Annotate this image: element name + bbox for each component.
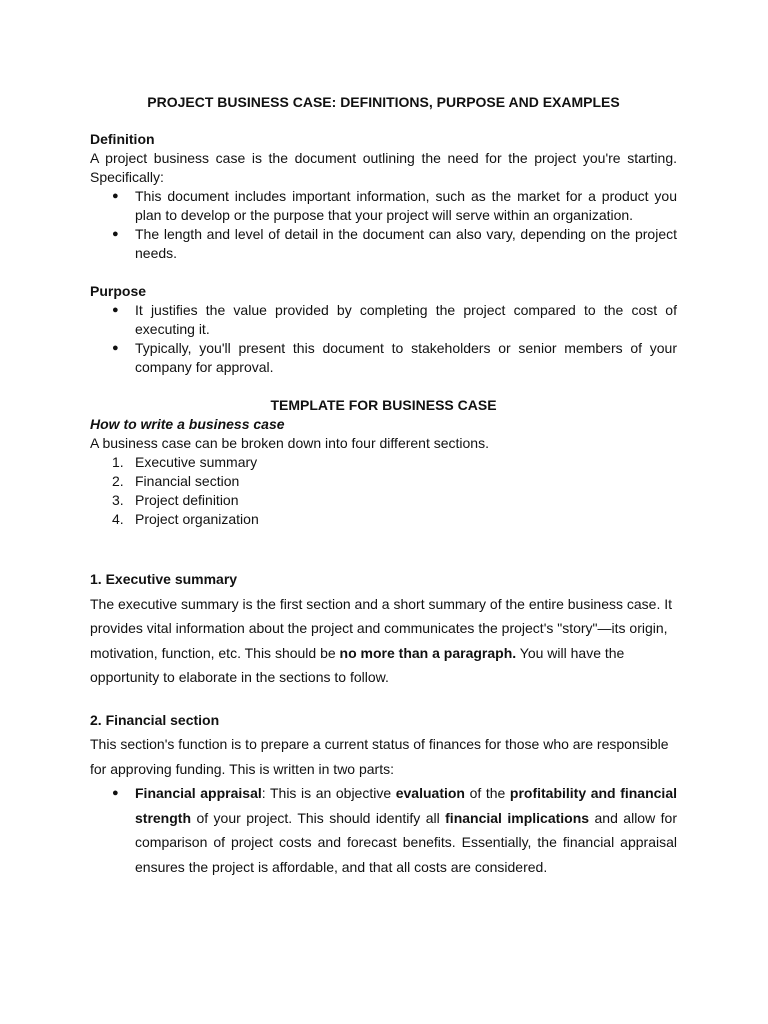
template-heading: TEMPLATE FOR BUSINESS CASE bbox=[270, 397, 497, 413]
list-item: ● The length and level of detail in the document can also vary, depending on the project needs. bbox=[112, 226, 677, 261]
list-item: ● It justifies the value provided by completing the project compared to the cost of executing it. bbox=[112, 302, 677, 337]
list-item: ● Financial appraisal: This is an objective evaluation of the profitability and financial strength of your project. This should identify all financial implications and allow for comparison of project costs and forecast benefits. Essentially, the financial appraisal ensures the project is affordable, and that all costs are considered. bbox=[90, 781, 677, 879]
list-item: 3. Project definition bbox=[112, 492, 239, 508]
bullet-icon: ● bbox=[112, 787, 119, 799]
financial-bullet-list bbox=[90, 781, 677, 879]
financial-section-intro: This section's function is to prepare a current status of finances for those who are responsible for approving funding. This is written in two parts: bbox=[90, 736, 669, 777]
purpose-bullet-list bbox=[90, 301, 677, 377]
template-intro: A business case can be broken down into four different sections. bbox=[90, 435, 489, 451]
bullet-icon: ● bbox=[112, 342, 119, 354]
definition-heading: Definition bbox=[90, 131, 155, 147]
document-title: PROJECT BUSINESS CASE: DEFINITIONS, PURPOSE AND EXAMPLES bbox=[147, 94, 620, 110]
document-content bbox=[90, 93, 677, 879]
executive-summary-heading: 1. Executive summary bbox=[90, 571, 238, 587]
executive-summary-text: The executive summary is the first section and a short summary of the entire business case. It provides vital information about the project and communicates the project's "story"—its origin, motivation, function, etc. This should be no more than a paragraph. You will have the opportunity to elaborate in the sections to follow. bbox=[90, 595, 673, 685]
list-item: 1. Executive summary bbox=[112, 454, 258, 470]
definition-bullet-list bbox=[90, 187, 677, 263]
purpose-heading: Purpose bbox=[90, 283, 147, 299]
bullet-icon: ● bbox=[112, 304, 119, 316]
list-item: 4. Project organization bbox=[112, 511, 259, 527]
financial-section-heading: 2. Financial section bbox=[90, 711, 220, 728]
template-section-list bbox=[90, 453, 677, 529]
sections-block bbox=[90, 567, 677, 879]
bullet-icon: ● bbox=[112, 228, 119, 240]
template-subheading: How to write a business case bbox=[90, 416, 285, 432]
list-item: 2. Financial section bbox=[112, 473, 240, 489]
list-item: ● This document includes important information, such as the market for a product you plan to develop or the purpose that your project will serve within an organization. bbox=[112, 188, 677, 223]
bullet-icon: ● bbox=[112, 190, 119, 202]
list-item: ● Typically, you'll present this document to stakeholders or senior members of your company for approval. bbox=[112, 340, 677, 375]
definition-intro: A project business case is the document outlining the need for the project you're starting. Specifically: bbox=[90, 150, 677, 185]
